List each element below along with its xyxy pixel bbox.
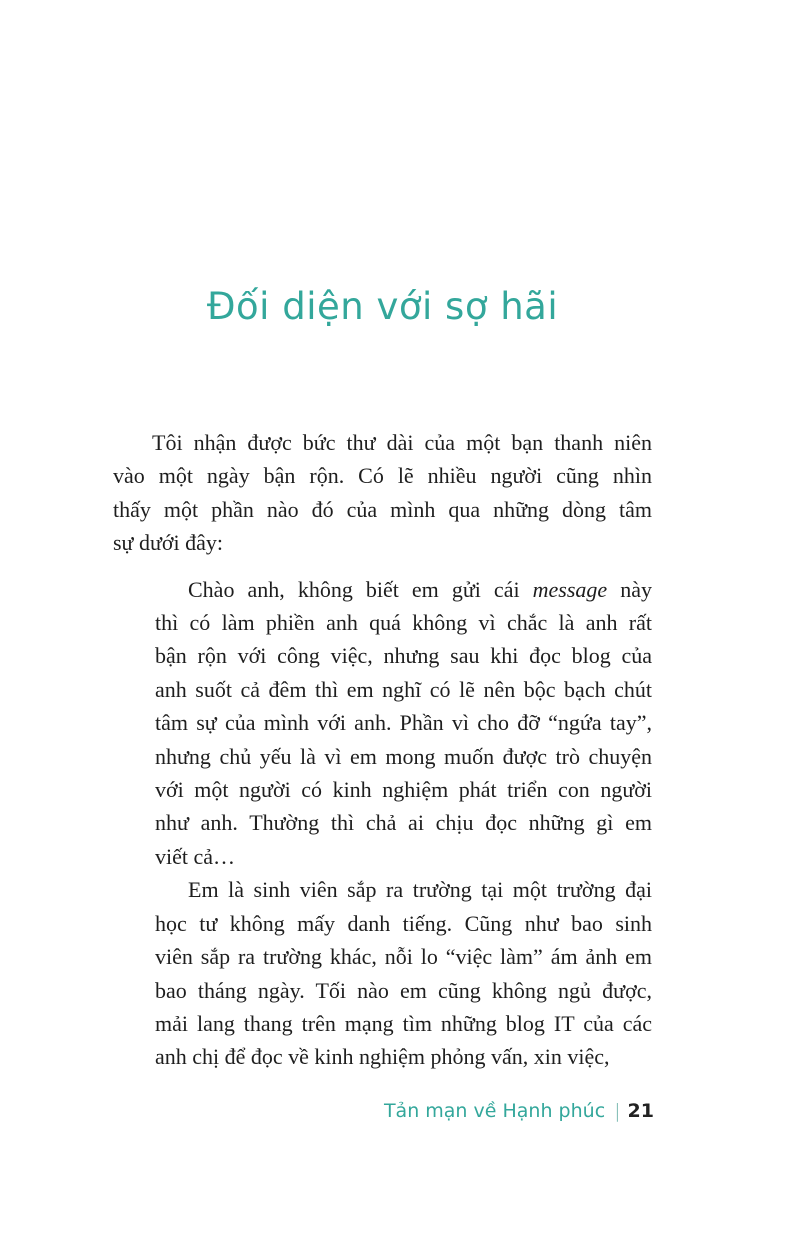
text-segment: viết cả… <box>155 843 236 869</box>
text-segment: Tôi nhận được bức thư dài của một bạn thanh niên <box>152 430 652 455</box>
text-segment: bao tháng ngày. Tối nào em cũng không ngủ được, <box>155 977 652 1003</box>
text-segment: như anh. Thường thì chả ai chịu đọc những gì em <box>155 810 652 836</box>
italic-text-segment: message <box>532 576 608 602</box>
text-segment: mải lang thang trên mạng tìm những blog IT của các <box>155 1010 652 1036</box>
text-line <box>113 493 652 526</box>
text-line <box>155 1040 652 1073</box>
text-line <box>155 907 652 940</box>
text-line <box>155 740 652 773</box>
text-segment: anh chị để đọc về kinh nghiệm phỏng vấn, xin việc, <box>155 1044 610 1070</box>
text-segment: nhưng chủ yếu là vì em mong muốn được trò chuyện <box>155 743 652 769</box>
page-number: 21 <box>627 1100 654 1122</box>
text-segment: này <box>607 576 653 602</box>
text-segment: Em là sinh viên sắp ra trường tại một trường đại <box>188 877 652 903</box>
text-segment: viên sắp ra trường khác, nỗi lo “việc làm” ám ảnh em <box>155 944 652 970</box>
text-line <box>155 706 652 739</box>
text-line <box>155 573 652 606</box>
text-line <box>155 873 652 906</box>
text-line <box>155 606 652 639</box>
text-line <box>155 806 652 839</box>
text-segment: học tư không mấy danh tiếng. Cũng như bao sinh <box>155 910 652 936</box>
text-segment: sự dưới đây: <box>113 530 224 556</box>
chapter-title: Đối diện với sợ hãi <box>206 285 559 328</box>
text-line <box>155 1007 652 1040</box>
quoted-letter-paragraph <box>113 873 652 1073</box>
text-line <box>155 773 652 806</box>
text-content <box>113 426 652 1074</box>
text-segment: Chào anh, không biết em gửi cái <box>188 576 533 602</box>
text-line <box>113 526 652 559</box>
text-segment: thấy một phần nào đó của mình qua những dòng tâm <box>113 496 652 522</box>
page-footer <box>113 1100 654 1122</box>
text-line <box>113 426 652 459</box>
footer-separator: | <box>614 1100 621 1122</box>
body-paragraph <box>113 426 652 560</box>
text-line <box>155 639 652 672</box>
text-line <box>155 974 652 1007</box>
text-segment: với một người có kinh nghiệm phát triển con người <box>155 777 652 803</box>
text-segment: vào một ngày bận rộn. Có lẽ nhiều người cũng nhìn <box>113 463 652 489</box>
text-segment: thì có làm phiền anh quá không vì chắc là anh rất <box>155 610 652 636</box>
text-segment: bận rộn với công việc, nhưng sau khi đọc blog của <box>155 643 652 669</box>
book-title: Tản mạn về Hạnh phúc <box>383 1100 606 1122</box>
text-line <box>155 940 652 973</box>
text-segment: anh suốt cả đêm thì em nghĩ có lẽ nên bộc bạch chút <box>155 676 652 702</box>
text-segment: tâm sự của mình với anh. Phần vì cho đỡ “ngứa tay”, <box>155 710 652 736</box>
quoted-letter-paragraph <box>113 573 652 874</box>
text-line <box>155 840 652 873</box>
text-line <box>113 459 652 492</box>
text-line <box>155 673 652 706</box>
